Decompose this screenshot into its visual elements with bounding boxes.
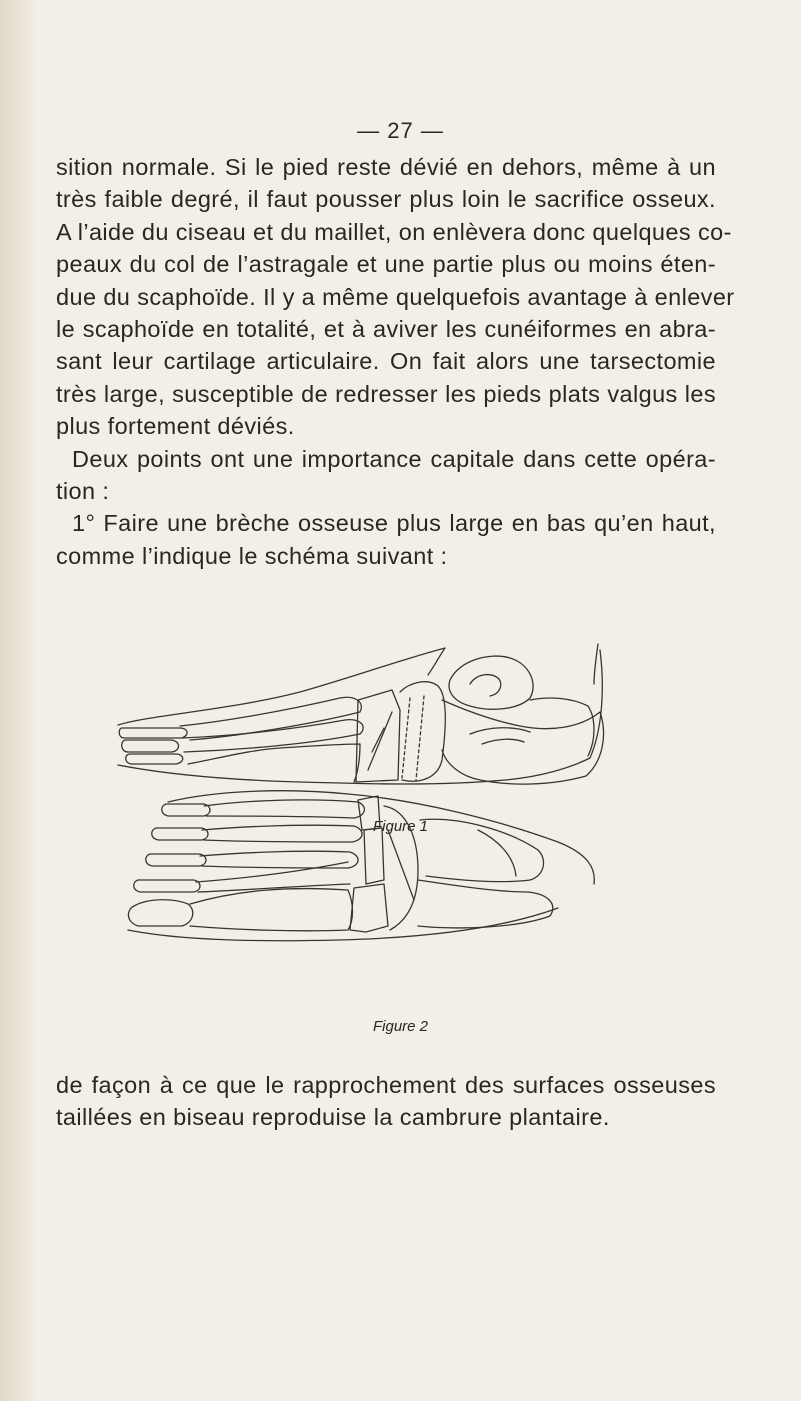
phalanx-row xyxy=(162,804,210,816)
phalanx-row xyxy=(152,828,208,840)
text-line: plus fortement déviés. xyxy=(56,413,295,440)
phalanx xyxy=(122,740,179,752)
calcaneus-detail xyxy=(470,728,530,744)
calcaneus xyxy=(418,880,553,928)
metatarsal xyxy=(200,851,358,868)
cuboid xyxy=(350,884,388,932)
phalanx xyxy=(119,728,187,738)
text-line: très faible degré, il faut pousser plus loin le sacrifice osseux. xyxy=(56,186,716,213)
text-line: très large, susceptible de redresser les pieds plats valgus les xyxy=(56,380,716,407)
talus-head xyxy=(470,675,501,696)
navicular xyxy=(384,806,418,930)
text-line: taillées en biseau reproduise la cambrure plantaire. xyxy=(56,1104,610,1131)
text-line: 1° Faire une brèche osseuse plus large en bas qu’en haut, xyxy=(72,510,716,537)
phalanx-row xyxy=(146,854,206,866)
talus xyxy=(420,819,544,881)
foot-outline xyxy=(168,791,594,884)
page-edge-shadow xyxy=(0,0,38,1401)
osteotomy-line xyxy=(388,830,414,900)
metatarsal xyxy=(182,720,363,752)
figure-1-caption: Figure 1 xyxy=(372,818,429,835)
text-line: comme l’indique le schéma suivant : xyxy=(56,542,448,569)
text-line: le scaphoïde en totalité, et à aviver les cunéiformes en abra- xyxy=(56,315,716,342)
metatarsal xyxy=(204,800,364,818)
text-line: tion : xyxy=(56,477,110,504)
cuneiform xyxy=(356,690,400,782)
talus xyxy=(449,656,533,709)
text-line: peaux du col de l’astragale et une partie plus ou moins éten- xyxy=(56,251,716,278)
tibia-line xyxy=(594,644,598,684)
cuneiform xyxy=(364,828,384,884)
phalanx-row xyxy=(128,900,192,926)
paragraph-closing xyxy=(56,1069,716,1134)
cuneiform-cut-line xyxy=(368,712,392,770)
figure-2-foot-dorsal-diagram xyxy=(118,780,608,950)
talus-joint xyxy=(478,830,516,876)
metatarsal xyxy=(188,744,360,782)
text-line: sition normale. Si le pied reste dévié en dehors, même à un xyxy=(56,154,716,180)
text-line: Deux points ont une importance capitale dans cette opéra- xyxy=(72,445,716,472)
text-line: sant leur cartilage articulaire. On fait alors une tarsectomie xyxy=(56,348,716,375)
page-number: — 27 — xyxy=(357,118,444,143)
figure-1-foot-lateral-diagram xyxy=(110,640,620,800)
phalanx-row xyxy=(134,880,200,892)
osteotomy-line xyxy=(416,696,424,780)
phalanx xyxy=(126,754,183,764)
text-line: de façon à ce que le rapprochement des surfaces osseuses xyxy=(56,1072,716,1098)
text-line: A l’aide du ciseau et du maillet, on enlèvera donc quelques co- xyxy=(56,218,732,245)
cuneiform xyxy=(358,796,380,830)
figure-2-caption: Figure 2 xyxy=(372,1018,429,1035)
metatarsal xyxy=(190,889,353,931)
foot-outline xyxy=(118,648,445,725)
metatarsal xyxy=(180,697,361,740)
metatarsal xyxy=(202,825,362,842)
text-line: due du scaphoïde. Il y a même quelquefois avantage à enlever xyxy=(56,283,735,310)
osteotomy-line xyxy=(402,698,410,778)
paragraph-main xyxy=(56,151,735,572)
